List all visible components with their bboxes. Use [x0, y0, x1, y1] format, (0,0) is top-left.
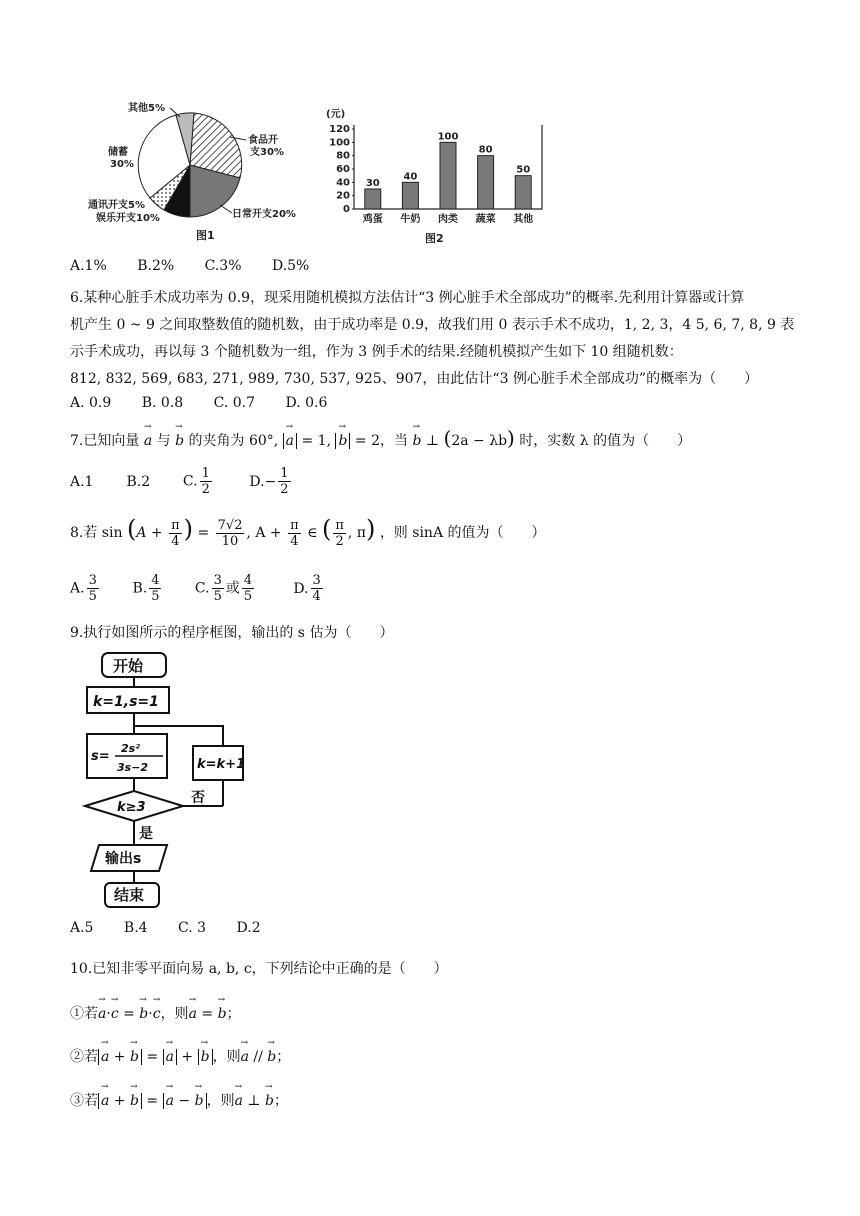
q7-option-a[interactable]: A.1 [70, 473, 94, 490]
abs-a: → a [283, 433, 297, 449]
q6-option-d[interactable]: D. 0.6 [285, 395, 328, 411]
q6-line3: 示手术成功，再以每 3 个随机数为一组，作为 3 例手术的结果.经随机模拟产生如下 10 组随机数： [70, 344, 683, 360]
label-entertainment: 娱乐开支10% [96, 213, 160, 224]
q9-option-d[interactable]: D.2 [236, 920, 261, 936]
flow-condition-label: k≥3 [117, 800, 146, 815]
y-tick-label: 100 [329, 137, 350, 149]
q9-option-b[interactable]: B.4 [123, 920, 148, 936]
q6-line1: 6.某种心脏手术成功率为 0.9，现采用随机模拟方法估计“3 例心脏手术全部成功”的概率.先利用计算器或计算 [70, 290, 745, 306]
q7-option-d[interactable]: D.− $\frac{1}{2}$ [249, 466, 289, 497]
label-savings: 储蓄 [108, 147, 128, 158]
label-savings-pct: 30% [110, 159, 134, 170]
label-daily: 日常开支20% [232, 209, 296, 220]
vector-b2: → b [412, 433, 421, 449]
vector-a: → a [144, 433, 152, 449]
bar-value-label: 100 [437, 131, 459, 143]
q6-line2: 机产生 0 ~ 9 之间取整数值的随机数，由于成功率是 0.9，故我们用 0 表示手术不成功，1, 2, 3，4 5, 6, 7, 8, 9 表 [70, 317, 795, 333]
flow-increment-label: k=k+1 [197, 757, 245, 772]
q5-option-d[interactable]: D.5% [271, 258, 310, 274]
bar-2 [440, 142, 456, 209]
q7-expr: 2a − λb [451, 433, 508, 449]
bar-value-label: 80 [478, 144, 493, 156]
x-category-label: 肉类 [438, 214, 458, 225]
q7-suffix: 时，实数 λ 的值为（ ） [519, 433, 692, 449]
flow-assign-num: 2s² [121, 742, 141, 755]
flow-init-label: k=1,s=1 [93, 694, 159, 710]
q8-in: ∈ [307, 525, 318, 541]
q8-suffix: ，则 sinA 的值为（ ） [379, 525, 546, 541]
y-tick-label: 60 [336, 164, 350, 175]
q9-option-a[interactable]: A.5 [70, 920, 94, 936]
bar-chart-unit: (元) [326, 109, 346, 120]
x-category-label: 鸡蛋 [362, 214, 383, 225]
q7-stem: 7.已知向量 → a 与 → b 的夹角为 60°, → a = 1, → b = 2，当 → b ⊥ (2a − λb) 时，实数 λ 的值为（ ） [70, 426, 691, 450]
q5-option-c[interactable]: C.3% [204, 258, 242, 274]
q6-options [70, 395, 353, 411]
flow-end-label: 结束 [114, 886, 145, 904]
y-tick-label: 120 [329, 124, 350, 135]
q8-options [70, 573, 325, 604]
bar-0 [365, 189, 381, 209]
q7-option-c[interactable]: C. $\frac{1}{2}$ [182, 466, 210, 497]
q8-arg: A + [136, 525, 163, 541]
q9-stem: 9.执行如图所示的程序框图，输出的 s 估为（ ） [70, 625, 394, 641]
y-tick-label: 80 [336, 150, 350, 162]
q6-option-a[interactable]: A. 0.9 [70, 395, 112, 411]
q8-prefix: 8.若 sin [70, 525, 123, 541]
q10-statement-2: ②若→ a + → b = → a + → b ，则→ a // → b； [70, 1046, 290, 1066]
q10-stem: 10.已知非零平面向易 a, b, c，下列结论中正确的是（ ） [70, 961, 448, 977]
q6-option-b[interactable]: B. 0.8 [141, 395, 184, 411]
q8-option-d[interactable]: D. $\frac{3}{4}$ [293, 573, 321, 604]
bar-4 [515, 176, 531, 209]
q10-statement-3: ③若→ a + → b = → a − → b ，则→ a ⊥ → b； [70, 1090, 288, 1110]
abs-b: → b [335, 433, 350, 449]
q6-option-c[interactable]: C. 0.7 [213, 395, 256, 411]
bar-value-label: 50 [516, 164, 531, 176]
flow-output-label: 输出s [105, 851, 142, 867]
bar-value-label: 30 [365, 178, 380, 189]
x-category-label: 蔬菜 [475, 214, 496, 225]
q5-option-b[interactable]: B.2% [137, 258, 175, 274]
flow-assign-den: 3s−2 [117, 761, 149, 774]
q9-flowchart [75, 648, 245, 913]
q7-prefix: 7.已知向量 [70, 433, 140, 449]
bar-value-label: 40 [403, 171, 418, 183]
flow-start-label: 开始 [113, 657, 144, 675]
flow-yes-label: 是 [139, 826, 153, 842]
label-food-pct: 支30% [250, 147, 284, 158]
y-tick-label: 40 [336, 177, 350, 189]
label-food: 食品开 [248, 135, 278, 146]
y-tick-label: 20 [336, 190, 350, 202]
q7-cond1: = 1, [301, 433, 332, 449]
label-communication: 通讯开支5% [88, 200, 145, 211]
q10-statement-1: ①若→ a·→ c = → b·→ c，则→ a = → b； [70, 1003, 241, 1023]
bar-3 [478, 156, 494, 209]
bar-1 [402, 182, 418, 209]
q7-mid1: 与 [156, 433, 171, 449]
figure2-bar-chart [320, 105, 550, 245]
flow-no-label: 否 [191, 790, 205, 806]
q5-options [70, 258, 335, 274]
q8-option-b[interactable]: B. $\frac{4}{5}$ [132, 573, 160, 604]
q7-angle: 的夹角为 60°, [188, 433, 279, 449]
flow-assign-label: s= [91, 749, 110, 764]
q6-line4: 812, 832, 569, 683, 271, 989, 730, 537, 925、907，由此估计“3 例心脏手术全部成功”的概率为（ ） [70, 371, 759, 387]
vector-b: → b [175, 433, 184, 449]
q7-options [70, 466, 293, 497]
figure1-caption: 图1 [196, 229, 215, 242]
q7-cond2: = 2，当 [354, 433, 408, 449]
q8-mid: , A + [246, 525, 282, 541]
label-other: 其他5% [128, 103, 165, 114]
x-category-label: 其他 [513, 214, 534, 225]
y-tick-label: 0 [343, 204, 350, 215]
figure1-pie-chart [80, 95, 320, 245]
perp-symbol: ⊥ [425, 433, 440, 449]
q8-option-c[interactable]: C. $\frac{3}{5}$ 或 $\frac{4}{5}$ [194, 573, 253, 604]
q8-stem: 8.若 sin (A + $\frac{\pi}{4}$ ) = $\frac{7√2}{10}$ , A + $\frac{\pi}{4}$ ∈ ( $\frac{\pi}{2}$ , π) ，则 sinA 的值为（ ） [70, 515, 546, 549]
q8-option-a[interactable]: A. $\frac{3}{5}$ [70, 573, 97, 604]
q9-options [70, 920, 287, 936]
figure2-caption: 图2 [425, 232, 444, 245]
x-category-label: 牛奶 [400, 214, 421, 225]
q9-option-c[interactable]: C. 3 [178, 920, 207, 936]
q5-option-a[interactable]: A.1% [70, 258, 107, 274]
q7-option-b[interactable]: B.2 [126, 473, 151, 490]
